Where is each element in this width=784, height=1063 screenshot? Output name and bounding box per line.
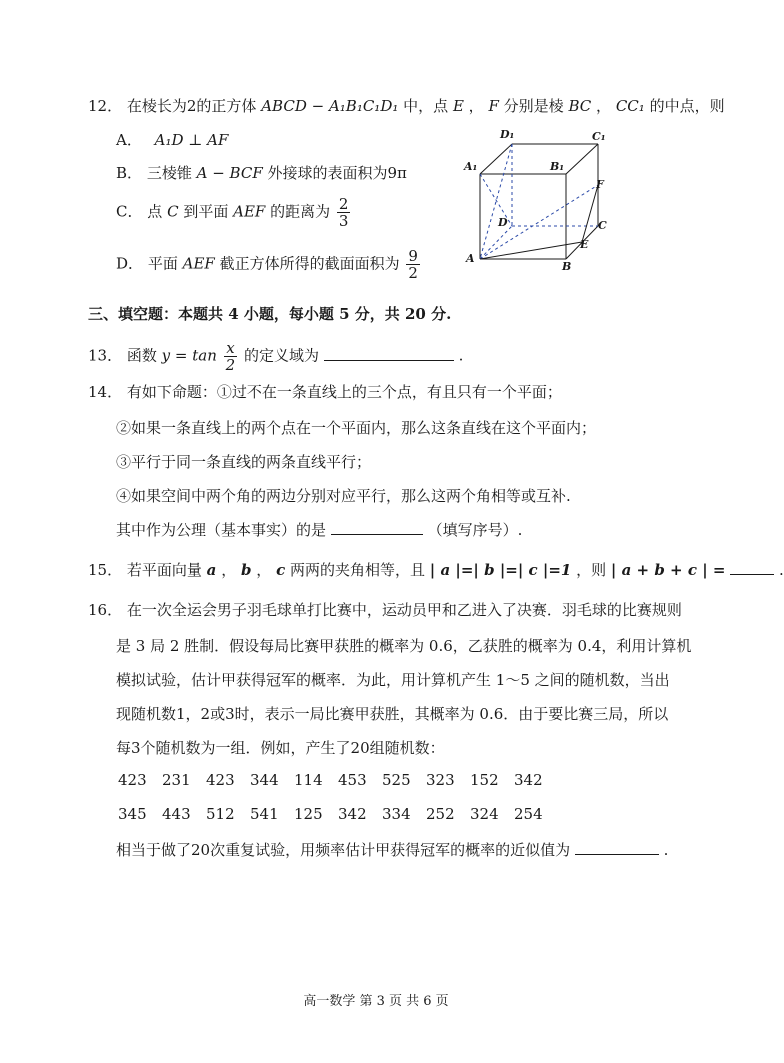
q12-option-c	[116, 196, 352, 229]
q14-line3: ③平行于同一条直线的两条直线平行；	[116, 453, 372, 471]
q12-edge-cc1: CC₁	[615, 97, 645, 115]
label-a1: A₁	[464, 160, 478, 173]
q12-stem-text: ，	[468, 97, 484, 115]
q12-stem-text: 分别是棱	[503, 97, 564, 115]
random-number: 254	[514, 805, 543, 823]
fraction-numerator: x	[224, 340, 238, 357]
answer-blank[interactable]	[575, 840, 659, 855]
q15-text: 两两的夹角相等，且	[289, 561, 425, 579]
fraction	[406, 248, 420, 281]
q15-text: ，则	[576, 561, 607, 579]
q15-number: 15．	[88, 561, 123, 579]
option-label: D．	[116, 254, 144, 273]
fraction	[224, 340, 238, 373]
random-number: 342	[338, 805, 367, 823]
fraction-numerator: 2	[338, 195, 349, 213]
cube-figure	[458, 126, 618, 276]
q12-stem-text: 在棱长为2的正方体	[126, 97, 257, 115]
q16-text: .	[663, 841, 669, 859]
random-number: 252	[426, 805, 455, 823]
label-f: F	[596, 178, 604, 191]
q16-line3: 模拟试验，估计甲获得冠军的概率．为此，用计算机产生 1～5 之间的随机数，当出	[116, 671, 670, 689]
random-number: 453	[338, 771, 367, 789]
fraction-denominator: 2	[225, 356, 236, 374]
q12-cube-name: ABCD − A₁B₁C₁D₁	[261, 97, 399, 115]
random-number: 512	[206, 805, 235, 823]
option-text: 截正方体所得的截面面积为	[219, 254, 400, 273]
random-number-row-1	[118, 770, 558, 790]
q12-stem-text: ，	[596, 97, 612, 115]
label-b1: B₁	[550, 160, 565, 173]
page-footer: 高一数学 第 3 页 共 6 页	[303, 994, 449, 1009]
q16-text: 相当于做了20次重复试验，用频率估计甲获得冠军的概率的近似值为	[116, 841, 571, 859]
random-number: 231	[162, 771, 191, 789]
q12-point-e: E	[452, 97, 464, 115]
q12-number: 12．	[88, 97, 123, 115]
option-text: 三棱锥	[146, 164, 192, 182]
q16-line4: 现随机数1，2或3时，表示一局比赛甲获胜，其概率为 0.6．由于要比赛三局，所以	[116, 705, 669, 723]
q13-number: 13．	[88, 346, 123, 365]
random-number: 324	[470, 805, 499, 823]
q13-text: 的定义域为	[244, 346, 320, 365]
vector-b: b	[240, 561, 252, 579]
label-c: C	[598, 219, 607, 232]
q14-text: 有如下命题：①过不在一条直线上的三个点，有且只有一个平面；	[126, 383, 562, 401]
random-number-row-2	[118, 804, 558, 824]
random-number: 323	[426, 771, 455, 789]
edge-a1d1	[480, 144, 512, 174]
label-c1: C₁	[592, 130, 606, 143]
option-label: C．	[116, 202, 143, 221]
q15-end: .	[779, 561, 784, 579]
option-label: A．	[116, 131, 142, 149]
random-number: 345	[118, 805, 147, 823]
vector-c: c	[276, 561, 286, 579]
answer-blank[interactable]	[730, 560, 774, 575]
random-number: 334	[382, 805, 411, 823]
segment-ef	[582, 185, 598, 242]
fraction-numerator: 9	[408, 247, 418, 265]
answer-blank[interactable]	[331, 520, 423, 535]
answer-blank[interactable]	[324, 346, 454, 361]
q16-line2: 是 3 局 2 胜制．假设每局比赛甲获胜的概率为 0.6，乙获胜的概率为 0.4，利用计算机	[116, 637, 692, 655]
q16-number: 16．	[88, 601, 123, 619]
option-text: 点	[147, 202, 163, 221]
q12-point-f: F	[488, 97, 499, 115]
q16-line1	[88, 600, 682, 620]
q12-option-a	[116, 130, 228, 150]
random-number: 443	[162, 805, 191, 823]
q15-text: ，	[221, 561, 237, 579]
q13-math: y = tan	[161, 346, 217, 365]
q16-text: 在一次全运会男子羽毛球单打比赛中，运动员甲和乙进入了决赛．羽毛球的比赛规则	[126, 601, 682, 619]
random-number: 125	[294, 805, 323, 823]
q14-text: （填写序号）.	[427, 521, 523, 539]
q14-line4: ④如果空间中两个角的两边分别对应平行，那么这两个角相等或互补.	[116, 487, 571, 505]
random-number: 423	[118, 771, 147, 789]
q15-text: 若平面向量	[126, 561, 202, 579]
q15-expression: | a + b + c | =	[610, 561, 726, 579]
q12-stem	[88, 96, 725, 116]
option-math: AEF	[233, 202, 266, 221]
q13-end: .	[458, 346, 464, 365]
random-number: 423	[206, 771, 235, 789]
option-text: 到平面	[183, 202, 229, 221]
random-number: 525	[382, 771, 411, 789]
q12-option-d	[116, 248, 422, 281]
option-math: C	[167, 202, 179, 221]
label-a: A	[466, 252, 475, 265]
q14-number: 14．	[88, 383, 123, 401]
fraction-denominator: 2	[408, 264, 418, 282]
q15-text: ，	[256, 561, 272, 579]
q13-text: 函数	[126, 346, 157, 365]
option-text: 平面	[147, 254, 178, 273]
q15	[88, 560, 784, 580]
option-text: A₁D ⊥ AF	[154, 131, 229, 149]
label-b: B	[562, 260, 572, 273]
q12-edge-bc: BC	[568, 97, 592, 115]
label-d1: D₁	[500, 128, 515, 141]
q12-stem-text: 中，点	[403, 97, 449, 115]
q14-line1	[88, 382, 562, 402]
random-number: 114	[294, 771, 323, 789]
random-number: 541	[250, 805, 279, 823]
q14-line5	[116, 520, 522, 540]
random-number: 152	[470, 771, 499, 789]
q13	[88, 340, 463, 373]
fraction	[337, 196, 351, 229]
edge-b1c1	[566, 144, 598, 174]
section-title: 三、填空题：本题共 4 小题，每小题 5 分，共 20 分.	[88, 305, 452, 323]
q14-line2: ②如果一条直线上的两个点在一个平面内，那么这条直线在这个平面内；	[116, 419, 597, 437]
option-text: 的距离为	[270, 202, 331, 221]
q15-condition: | a |=| b |=| c |=1	[429, 561, 572, 579]
segment-ae	[480, 242, 582, 259]
option-text: 外接球的表面积为9π	[267, 164, 407, 182]
q14-text: 其中作为公理（基本事实）的是	[116, 521, 327, 539]
label-d: D	[498, 216, 508, 229]
random-number: 342	[514, 771, 543, 789]
q12-stem-text: 的中点，则	[649, 97, 725, 115]
q16-line8	[116, 840, 668, 860]
option-math: AEF	[182, 254, 215, 273]
option-label: B．	[116, 164, 143, 182]
q12-option-b	[116, 163, 407, 183]
vector-a: a	[206, 561, 217, 579]
label-e: E	[580, 238, 589, 251]
q16-line5: 每3个随机数为一组．例如，产生了20组随机数：	[116, 739, 445, 757]
option-math: A − BCF	[196, 164, 263, 182]
random-number: 344	[250, 771, 279, 789]
fraction-denominator: 3	[338, 212, 349, 230]
